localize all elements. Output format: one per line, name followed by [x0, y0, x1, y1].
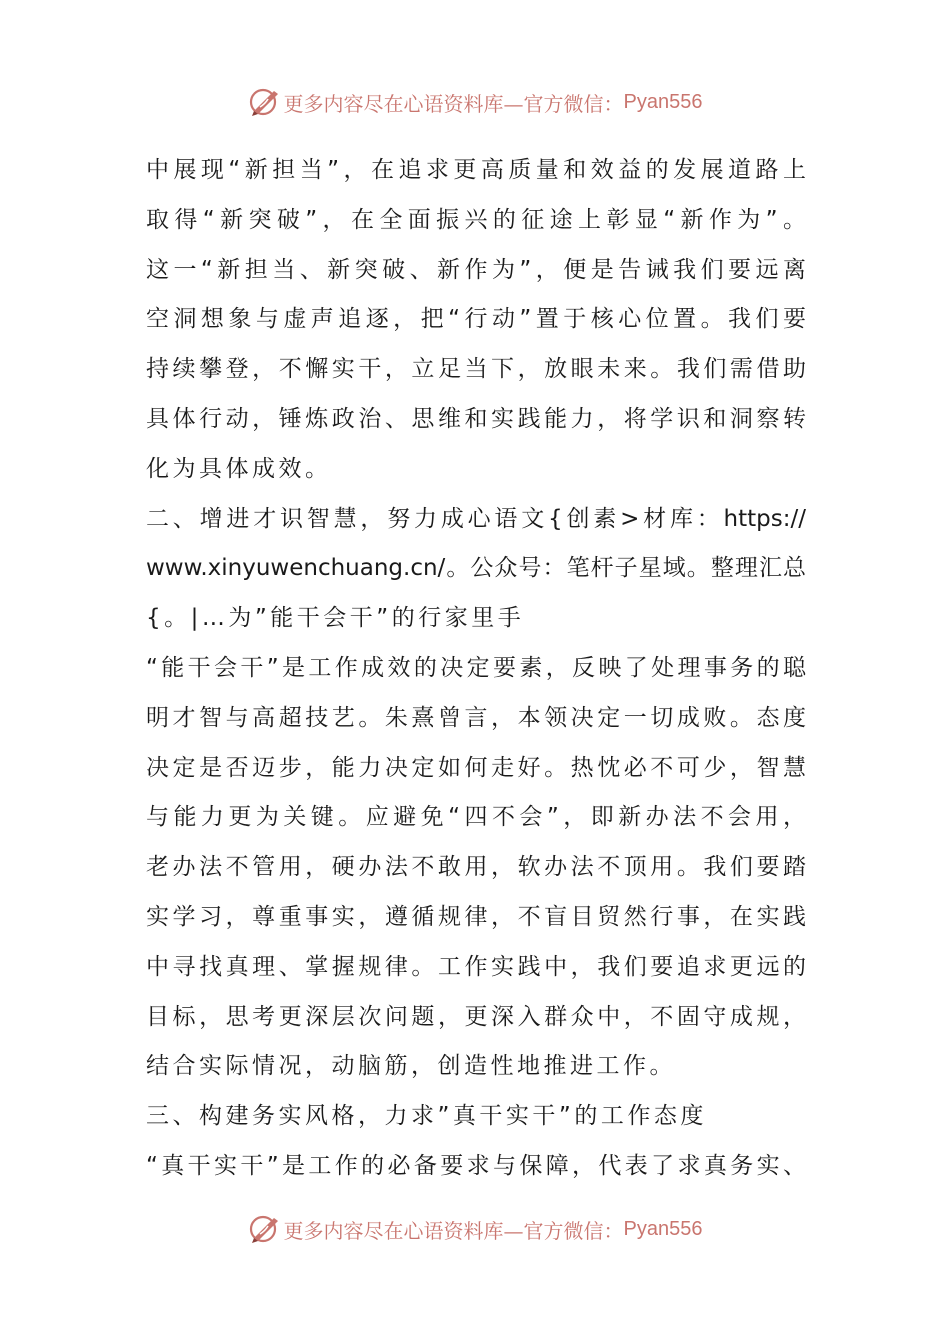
- body-line: 空洞想象与虚声追逐，把“行动”置于核心位置。我们要: [146, 306, 806, 333]
- body-line: 明才智与高超技艺。朱熹曾言，本领决定一切成败。态度: [146, 704, 806, 731]
- body-line: 结合实际情况，动脑筋，创造性地推进工作。: [146, 1053, 676, 1080]
- banner-text: 更多内容尽在心语资料库—官方微信：: [283, 1218, 624, 1243]
- pen-in-circle-logo-icon: [248, 85, 282, 119]
- body-line: 取得“新突破”，在全面振兴的征途上彰显“新作为”。: [146, 206, 806, 233]
- body-line: 老办法不管用，硬办法不敢用，软办法不顶用。我们要踏: [146, 854, 806, 881]
- banner-contact-id: Pyan556: [623, 1217, 703, 1240]
- body-line: www.xinyuwenchuang.cn/。公众号：笔杆子星域。整理汇总: [146, 555, 806, 582]
- body-line: “能干会干”是工作成效的决定要素，反映了处理事务的聪: [146, 654, 806, 681]
- body-line: 决定是否迈步，能力决定如何走好。热忱必不可少，智慧: [146, 754, 806, 781]
- body-line: {。|…为”能干会干”的行家里手: [146, 605, 525, 632]
- body-line: 与能力更为关键。应避免“四不会”，即新办法不会用，: [146, 804, 806, 831]
- section-heading-line: 三、构建务实风格，力求”真干实干”的工作态度: [146, 1103, 707, 1130]
- section-heading-line: 二、增进才识智慧，努力成心语文{创素>材库：https://: [146, 505, 806, 532]
- body-line: 中展现“新担当”，在追求更高质量和效益的发展道路上: [146, 157, 806, 183]
- header-watermark-banner: [0, 80, 950, 124]
- body-line: 具体行动，锤炼政治、思维和实践能力，将学识和洞察转: [146, 405, 806, 432]
- body-line: 中寻找真理、掌握规律。工作实践中，我们要追求更远的: [146, 953, 806, 980]
- footer-watermark-banner: [0, 1207, 950, 1251]
- banner-contact-id: Pyan556: [623, 90, 703, 113]
- body-line: 这一“新担当、新突破、新作为”，便是告诫我们要远离: [146, 256, 806, 283]
- body-line: 实学习，尊重事实，遵循规律，不盲目贸然行事，在实践: [146, 903, 806, 930]
- body-line: 持续攀登，不懈实干，立足当下，放眼未来。我们需借助: [146, 356, 806, 383]
- pen-in-circle-logo-icon: [248, 1212, 282, 1246]
- body-line: 化为具体成效。: [146, 455, 332, 482]
- body-line: “真干实干”是工作的必备要求与保障，代表了求真务实、: [146, 1152, 806, 1179]
- banner-text: 更多内容尽在心语资料库—官方微信：: [283, 91, 624, 116]
- document-body: [146, 146, 806, 1192]
- body-line: 目标，思考更深层次问题，更深入群众中，不固守成规，: [146, 1003, 806, 1030]
